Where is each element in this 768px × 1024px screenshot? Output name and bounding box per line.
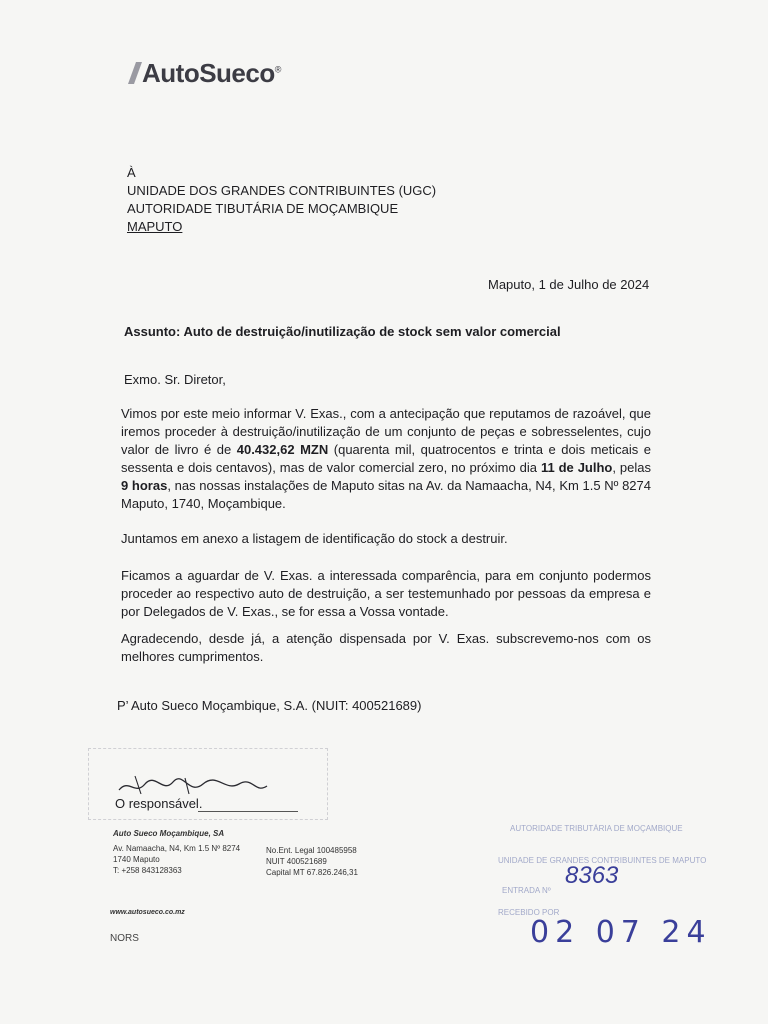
logo-mark-icon <box>128 62 142 84</box>
footer-brand: NORS <box>110 933 139 944</box>
footer-legal-3: Capital MT 67.826.246,31 <box>266 868 358 877</box>
registered-mark: ® <box>274 64 281 75</box>
p1-text-c: (quarenta mil, quatrocentos e trinta e dois meticais e sessenta e dois centavos), mas de valor comercial zero, no próximo dia <box>121 442 652 475</box>
footer-addr-2: 1740 Maputo <box>113 855 160 864</box>
footer-legal-2: NUIT 400521689 <box>266 857 327 866</box>
letter-signoff: P’ Auto Sueco Moçambique, S.A. (NUIT: 400521689) <box>117 698 422 713</box>
logo-text: AutoSueco <box>142 58 275 88</box>
p1-amount: 40.432,62 MZN <box>236 442 329 457</box>
footer-company: Auto Sueco Moçambique, SA <box>113 829 225 838</box>
stamp-line-3: ENTRADA Nº <box>502 886 551 895</box>
paragraph-4: Agradecendo, desde já, a atenção dispensada por V. Exas. subscrevemo-nos com os melhores cumprimentos. <box>121 631 651 664</box>
company-logo <box>132 58 281 89</box>
footer-address <box>113 843 240 876</box>
recipient-line-2: UNIDADE DOS GRANDES CONTRIBUINTES (UGC) <box>127 183 437 198</box>
letter-greeting: Exmo. Sr. Diretor, <box>124 372 226 387</box>
recipient-address <box>127 164 436 236</box>
p1-text-a: Vimos por este meio informar V. Exas., com a antecipação que reputamos de razoável, que iremos proceder à destruição/inutilização de um conjunto de peças e sobresselentes, cujo valor de livro é de <box>121 406 651 457</box>
recipient-line-4: MAPUTO <box>127 219 183 234</box>
footer-legal <box>266 845 358 878</box>
recipient-line-1: À <box>127 165 136 180</box>
paragraph-1 <box>121 405 651 513</box>
letter-date: Maputo, 1 de Julho de 2024 <box>488 277 650 292</box>
paragraph-3: Ficamos a aguardar de V. Exas. a interessada comparência, para em conjunto podermos proceder ao respectivo auto de destruição, a ser testemunhado por pessoas da empresa e por Delegados de V. Exas., se for essa a Vossa vontade. <box>121 568 651 619</box>
p1-hour: 9 horas <box>121 478 168 493</box>
p1-day: 11 de Julho <box>540 460 613 475</box>
footer-addr-1: Av. Namaacha, N4, Km 1.5 Nº 8274 <box>113 844 241 853</box>
responsible-label: O responsável. <box>115 796 203 811</box>
footer-website: www.autosueco.co.mz <box>110 909 185 916</box>
stamp-line-4: RECEBIDO POR <box>498 908 560 917</box>
stamp-line-1: AUTORIDADE TRIBUTÁRIA DE MOÇAMBIQUE <box>510 824 683 833</box>
stamp-handwritten-number: 8363 <box>565 862 619 889</box>
recipient-line-3: AUTORIDADE TIBUTÁRIA DE MOÇAMBIQUE <box>127 201 399 216</box>
p1-text-g: , nas nossas instalações de Maputo sitas na Av. da Namaacha, N4, Km 1.5 Nº 8274 Maputo, 1740, Moçambique. <box>121 478 651 511</box>
letter-subject: Assunto: Auto de destruição/inutilização de stock sem valor comercial <box>124 324 561 339</box>
p1-text-e: , pelas <box>612 460 651 475</box>
footer-legal-1: No.Ent. Legal 100485958 <box>266 846 357 855</box>
stamp-handwritten-date: 02 07 24 <box>530 915 712 950</box>
footer-phone: T: +258 843128363 <box>113 866 182 875</box>
stamp-line-2: UNIDADE DE GRANDES CONTRIBUINTES DE MAPUTO <box>498 856 707 865</box>
signature-line <box>198 811 298 812</box>
paragraph-2: Juntamos em anexo a listagem de identificação do stock a destruir. <box>121 531 508 546</box>
